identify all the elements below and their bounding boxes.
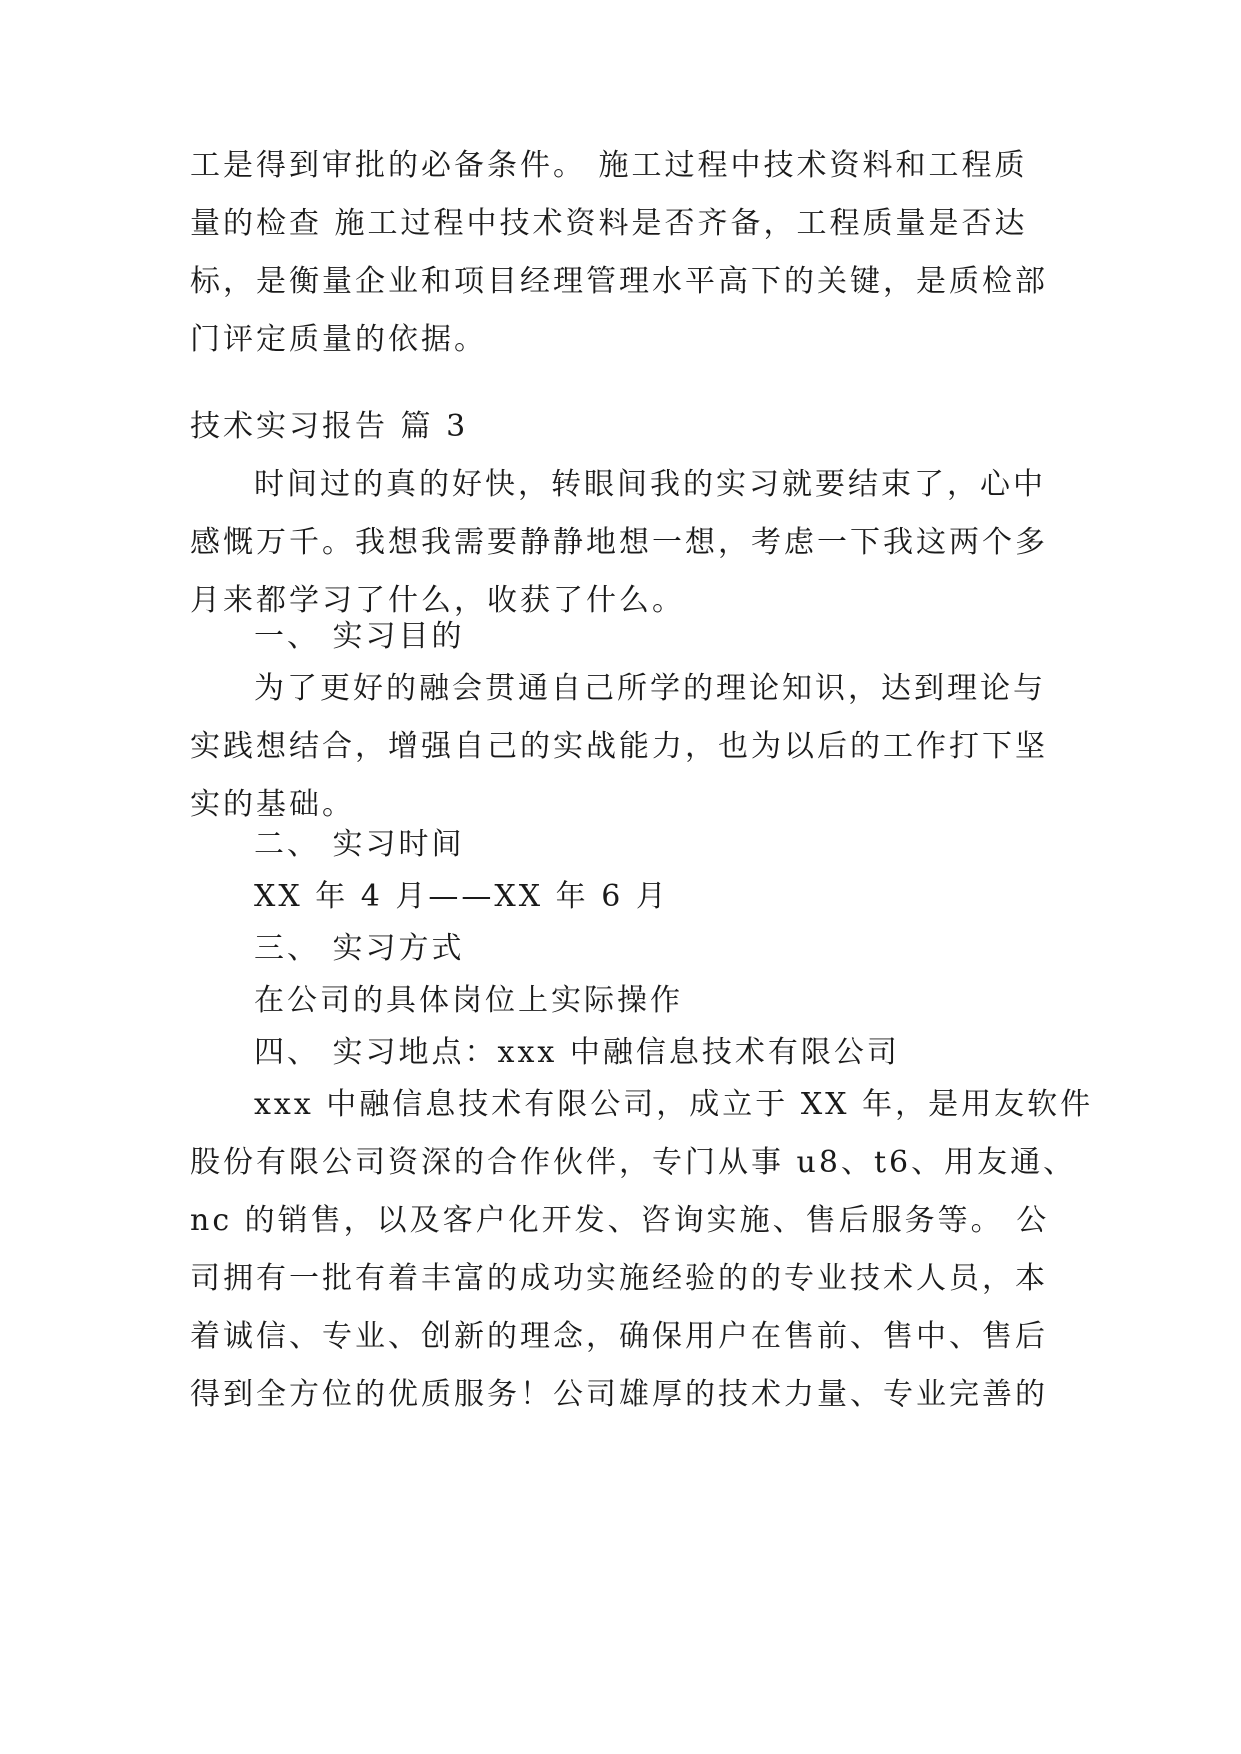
text-line: 标，是衡量企业和项目经理管理水平高下的关键，是质检部 xyxy=(190,264,1048,299)
text-line: 实的基础。 xyxy=(190,787,355,822)
time-heading xyxy=(190,816,1052,874)
section-title-text: 技术实习报告 篇 3 xyxy=(190,409,469,444)
section-title xyxy=(190,398,1052,456)
text-line: 感慨万千。我想我需要静静地想一想，考虑一下我这两个多 xyxy=(190,525,1048,560)
text-line: nc 的销售，以及客户化开发、咨询实施、售后服务等。 公 xyxy=(190,1203,1050,1238)
heading-text: 二、 实习时间 xyxy=(254,827,465,862)
heading-text: 三、 实习方式 xyxy=(254,931,465,966)
text-line: XX 年 4 月——XX 年 6 月 xyxy=(254,879,669,914)
text-line: 司拥有一批有着丰富的成功实施经验的的专业技术人员，本 xyxy=(190,1261,1048,1296)
text-line: 实践想结合，增强自己的实战能力，也为以后的工作打下坚 xyxy=(190,729,1048,764)
text-line: 时间过的真的好快，转眼间我的实习就要结束了，心中 xyxy=(254,467,1046,502)
text-line: 在公司的具体岗位上实际操作 xyxy=(254,983,683,1018)
mode-heading xyxy=(190,920,1052,978)
text-line: 为了更好的融会贯通自己所学的理论知识，达到理论与 xyxy=(254,671,1046,706)
text-line: xxx 中融信息技术有限公司，成立于 XX 年，是用友软件 xyxy=(254,1087,1094,1122)
text-line: 着诚信、专业、创新的理念，确保用户在售前、售中、售后 xyxy=(190,1319,1048,1354)
intro-paragraph xyxy=(190,456,1052,630)
heading-text: 四、 实习地点：xxx 中融信息技术有限公司 xyxy=(254,1035,900,1070)
continuation-paragraph xyxy=(190,137,1052,369)
time-paragraph xyxy=(190,868,1052,926)
text-line: 股份有限公司资深的合作伙伴，专门从事 u8、t6、用友通、 xyxy=(190,1145,1077,1180)
text-line: 量的检查 施工过程中技术资料是否齐备，工程质量是否达 xyxy=(190,206,1028,241)
text-line: 月来都学习了什么，收获了什么。 xyxy=(190,583,685,618)
mode-paragraph xyxy=(190,972,1052,1030)
text-line: 得到全方位的优质服务！公司雄厚的技术力量、专业完善的 xyxy=(190,1377,1048,1412)
purpose-heading xyxy=(190,608,1052,666)
location-heading xyxy=(190,1024,1052,1082)
text-line: 门评定质量的依据。 xyxy=(190,322,487,357)
purpose-paragraph xyxy=(190,660,1052,834)
text-line: 工是得到审批的必备条件。 施工过程中技术资料和工程质 xyxy=(190,148,1028,183)
company-paragraph xyxy=(190,1076,1094,1424)
heading-text: 一、 实习目的 xyxy=(254,619,465,654)
